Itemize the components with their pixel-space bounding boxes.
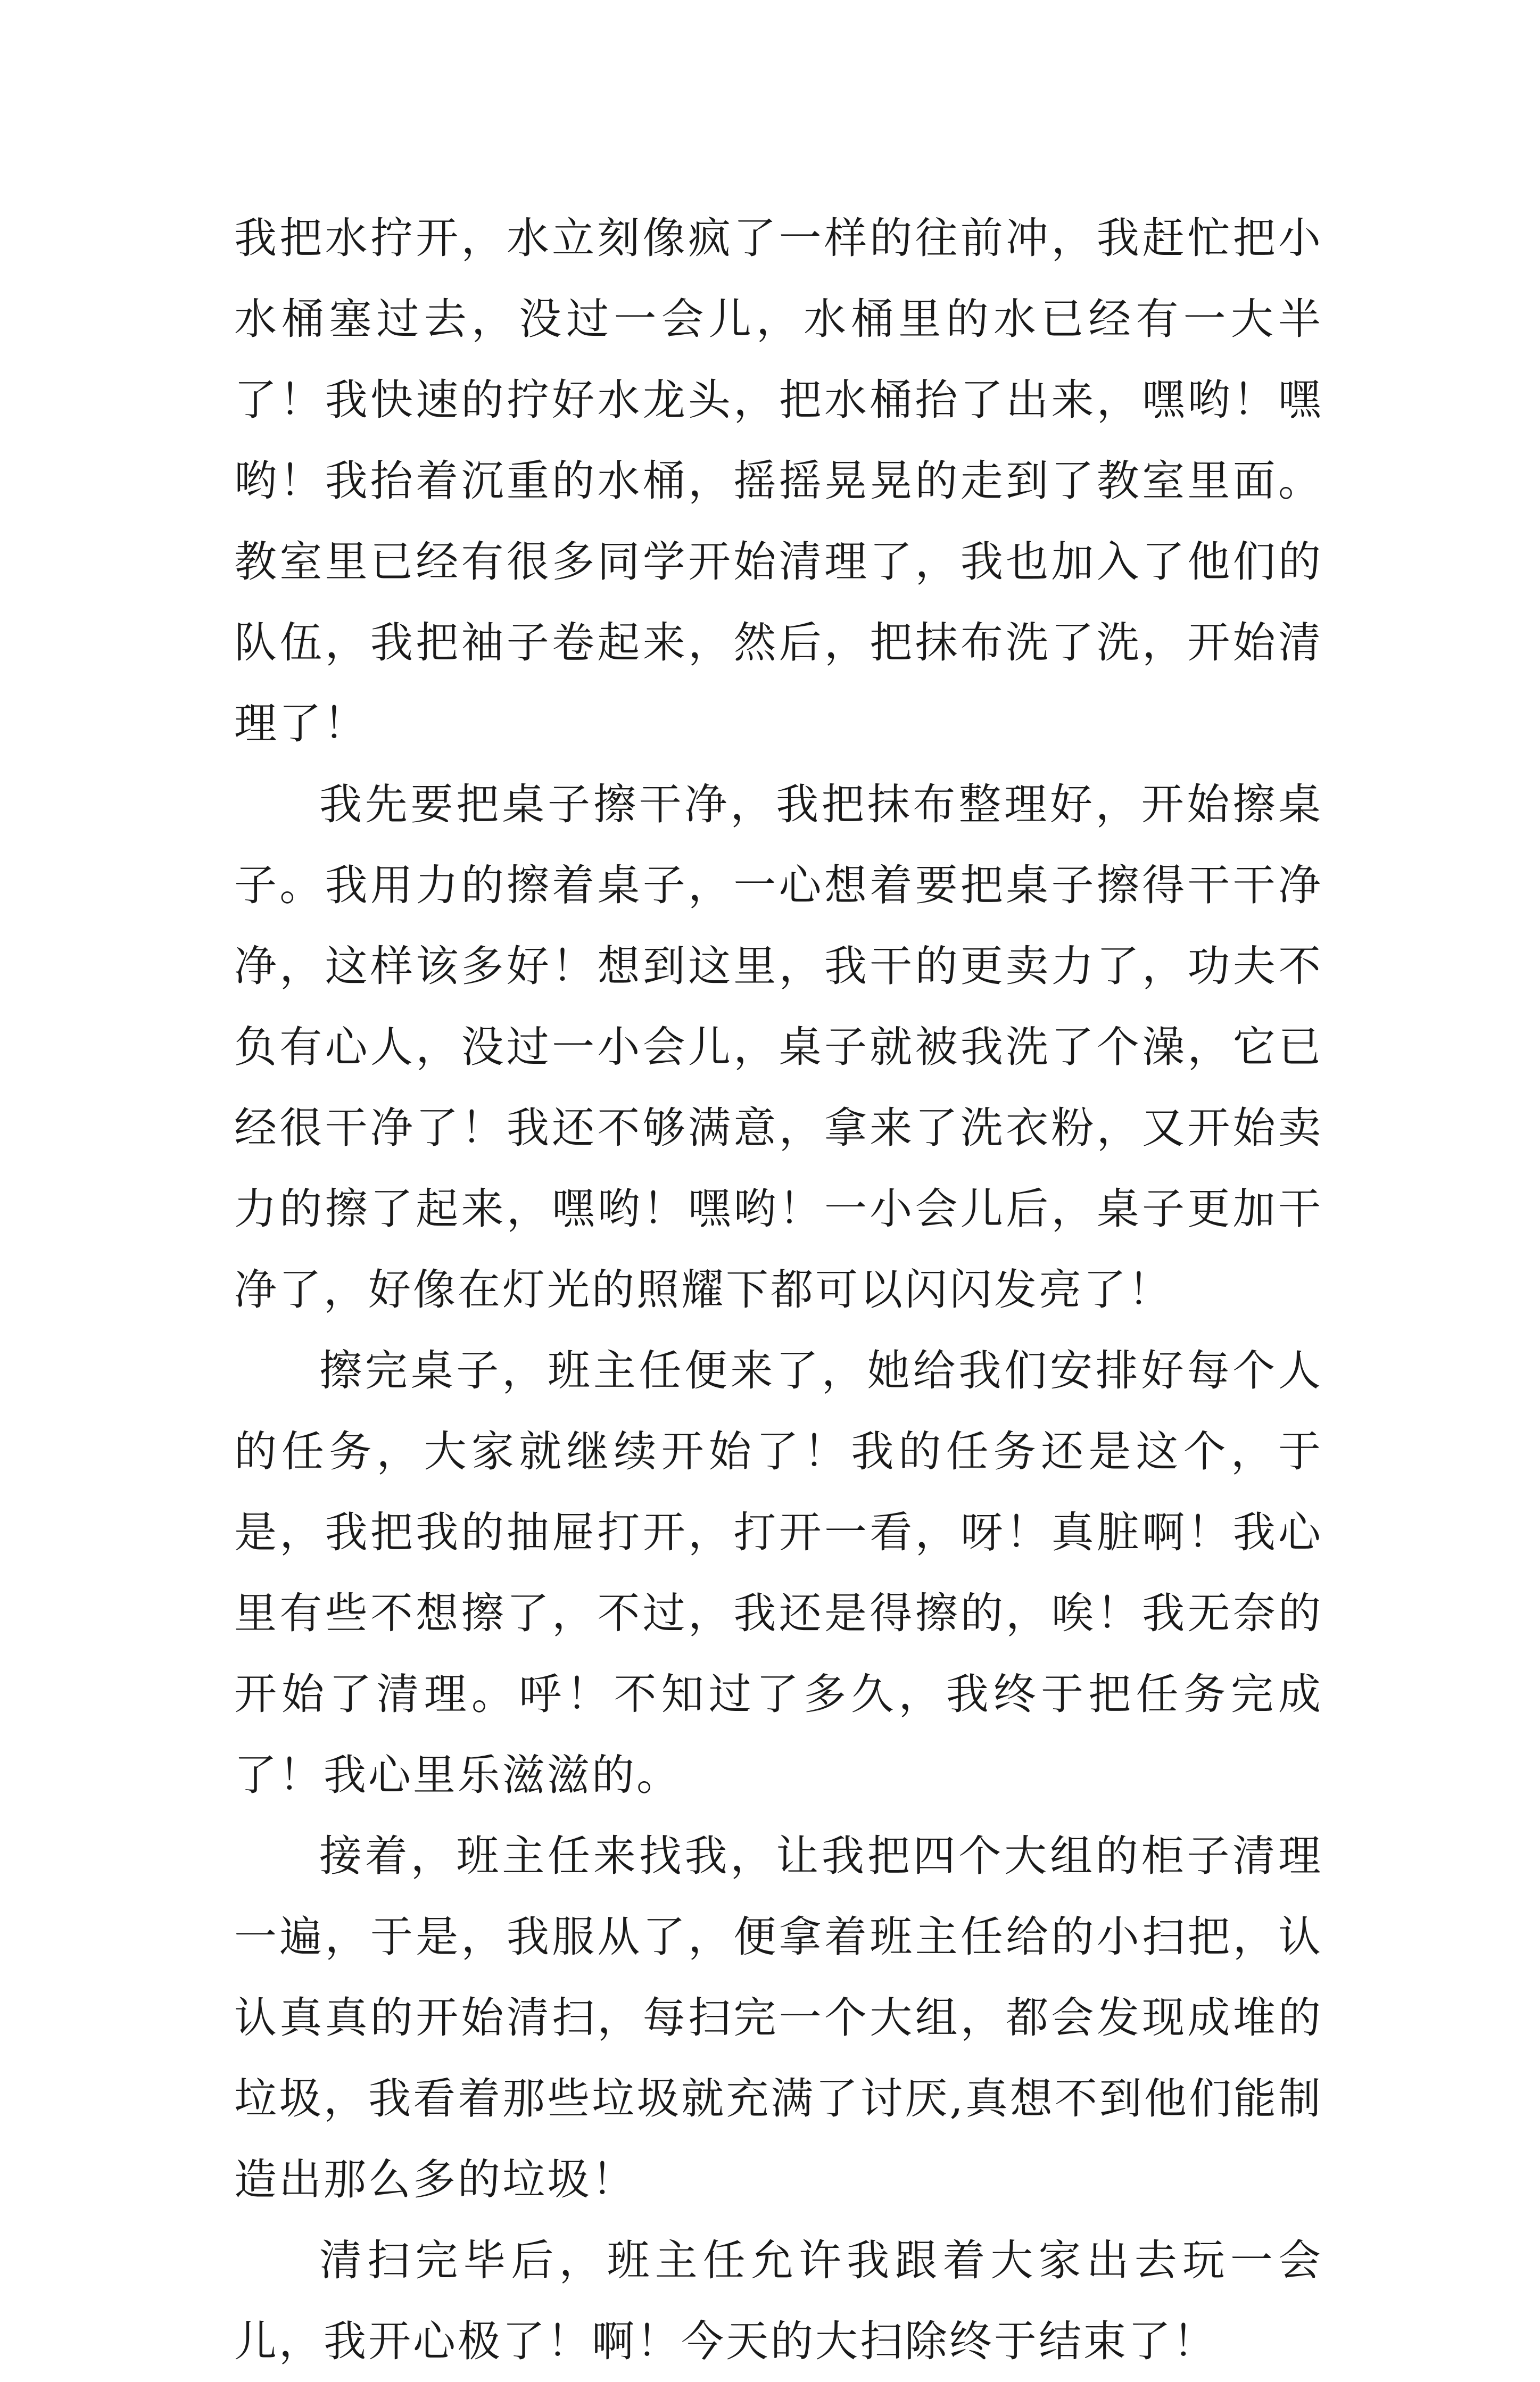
paragraph-1: 我把水拧开，水立刻像疯了一样的往前冲，我赶忙把小水桶塞过去，没过一会儿，水桶里的水已经有一大半了！我快速的拧好水龙头，把水桶抬了出来，嘿哟！嘿哟！我抬着沉重的水桶，摇摇晃晃的走到了教室里面。教室里已经有很多同学开始清理了，我也加入了他们的队伍，我把袖子卷起来，然后，把抹布洗了洗，开始清理了！ bbox=[234, 213, 1323, 748]
paragraph-4: 接着，班主任来找我，让我把四个大组的柜子清理一遍，于是，我服从了，便拿着班主任给的小扫把，认认真真的开始清扫，每扫完一个大组，都会发现成堆的垃圾，我看着那些垃圾就充满了讨厌,真想不到他们能制造出那么多的垃圾！ bbox=[234, 1831, 1323, 2204]
paragraph-5: 清扫完毕后，班主任允许我跟着大家出去玩一会儿，我开心极了！啊！今天的大扫除终于结束了！ bbox=[234, 2236, 1323, 2366]
paragraph-2: 我先要把桌子擦干净，我把抹布整理好，开始擦桌子。我用力的擦着桌子，一心想着要把桌子擦得干干净净，这样该多好！想到这里，我干的更卖力了，功夫不负有心人，没过一小会儿，桌子就被我洗了个澡，它已经很干净了！我还不够满意，拿来了洗衣粉，又开始卖力的擦了起来，嘿哟！嘿哟！一小会儿后，桌子更加干净了，好像在灯光的照耀下都可以闪闪发亮了！ bbox=[234, 780, 1323, 1314]
paragraph-3: 擦完桌子，班主任便来了，她给我们安排好每个人的任务，大家就继续开始了！我的任务还是这个，于是，我把我的抽屉打开，打开一看，呀！真脏啊！我心里有些不想擦了，不过，我还是得擦的，唉！我无奈的开始了清理。呼！不知过了多久，我终于把任务完成了！我心里乐滋滋的。 bbox=[234, 1346, 1323, 1800]
essay-body bbox=[234, 198, 1323, 2382]
